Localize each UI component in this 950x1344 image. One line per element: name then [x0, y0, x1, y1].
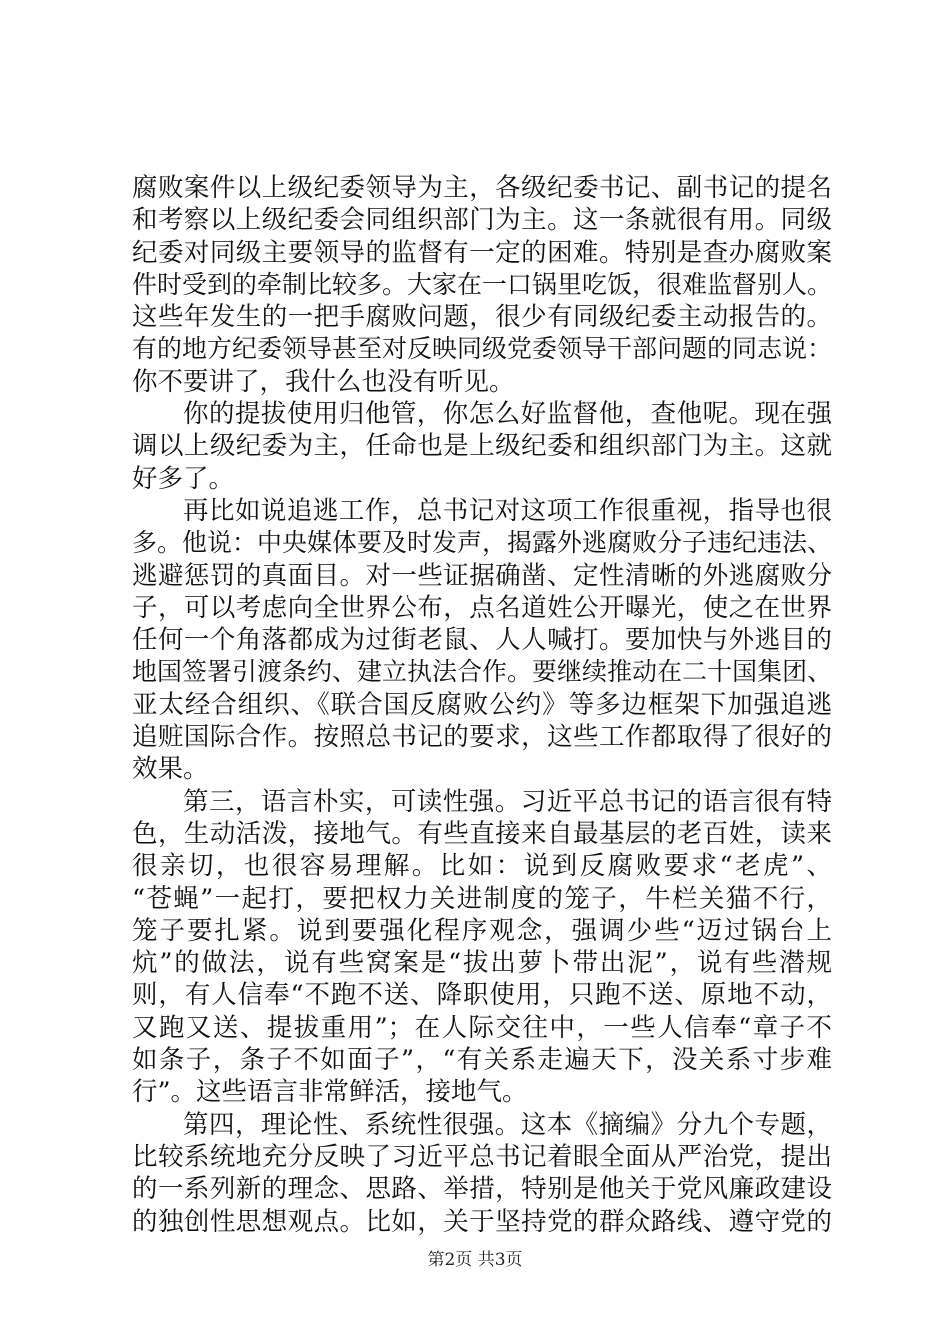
text-line: 任何一个角落都成为过街老鼠、人人喊打。要加快与外逃目的 [132, 625, 832, 656]
text-line: 笼子要扎紧。说到要强化程序观念，强调少些“迈过锅台上 [132, 915, 832, 946]
text-line: 行”。这些语言非常鲜活，接地气。 [132, 1077, 528, 1108]
text-line: 的一系列新的理念、思路、举措，特别是他关于党风廉政建设 [132, 1174, 832, 1205]
text-line: 炕”的做法，说有些窝案是“拔出萝卜带出泥”，说有些潜规 [132, 948, 832, 979]
text-line: 地国签署引渡条约、建立执法合作。要继续推动在二十国集团、 [132, 657, 832, 687]
text-line: 则，有人信奉“不跑不送、降职使用，只跑不送、原地不动， [132, 980, 832, 1011]
text-line: 第四，理论性、系统性很强。这本《摘编》分九个专题， [183, 1109, 832, 1140]
page-footer [0, 1250, 950, 1270]
text-line: 这些年发生的一把手腐败问题，很少有同级纪委主动报告的。 [132, 302, 832, 333]
text-line: 件时受到的牵制比较多。大家在一口锅里吃饭，很难监督别人。 [132, 269, 832, 299]
text-line: 比较系统地充分反映了习近平总书记着眼全面从严治党，提出 [132, 1141, 832, 1172]
text-line: 和考察以上级纪委会同组织部门为主。这一条就很有用。同级 [132, 205, 832, 236]
text-line: “苍蝇”一起打，要把权力关进制度的笼子，牛栏关猫不行， [132, 883, 832, 914]
text-line: 第三，语言朴实，可读性强。习近平总书记的语言很有特 [183, 786, 832, 817]
text-line: 有的地方纪委领导甚至对反映同级党委领导干部问题的同志说： [132, 334, 832, 364]
text-line: 纪委对同级主要领导的监督有一定的困难。特别是查办腐败案 [132, 237, 832, 268]
text-line: 追赃国际合作。按照总书记的要求，这些工作都取得了很好的 [132, 722, 832, 753]
text-line: 多。他说：中央媒体要及时发声，揭露外逃腐败分子违纪违法、 [132, 528, 832, 558]
text-line: 的独创性思想观点。比如，关于坚持党的群众路线、遵守党的 [132, 1206, 832, 1237]
text-line: 很亲切，也很容易理解。比如：说到反腐败要求“老虎”、 [132, 851, 832, 882]
text-line: 如条子，条子不如面子”，“有关系走遍天下，没关系寸步难 [132, 1045, 832, 1076]
text-line: 又跑又送、提拔重用”；在人际交往中，一些人信奉“章子不 [132, 1012, 832, 1043]
text-line: 亚太经合组织、《联合国反腐败公约》等多边框架下加强追逃 [132, 689, 832, 720]
text-line: 逃避惩罚的真面目。对一些证据确凿、定性清晰的外逃腐败分 [132, 560, 832, 591]
text-line: 腐败案件以上级纪委领导为主，各级纪委书记、副书记的提名 [132, 173, 832, 203]
text-line: 子，可以考虑向全世界公布，点名道姓公开曝光，使之在世界 [132, 592, 832, 623]
document-body [132, 172, 832, 1238]
text-line: 色，生动活泼，接地气。有些直接来自最基层的老百姓，读来 [132, 818, 832, 849]
text-line: 效果。 [132, 754, 209, 785]
text-line: 再比如说追逃工作，总书记对这项工作很重视，指导也很 [183, 495, 832, 526]
text-line: 调以上级纪委为主，任命也是上级纪委和组织部门为主。这就 [132, 431, 832, 462]
text-line: 好多了。 [132, 463, 235, 494]
text-line: 你不要讲了，我什么也没有听见。 [132, 366, 515, 397]
page-number-label: 第2页 共3页 [427, 1250, 523, 1270]
text-line: 你的提拔使用归他管，你怎么好监督他，查他呢。现在强 [183, 399, 832, 430]
